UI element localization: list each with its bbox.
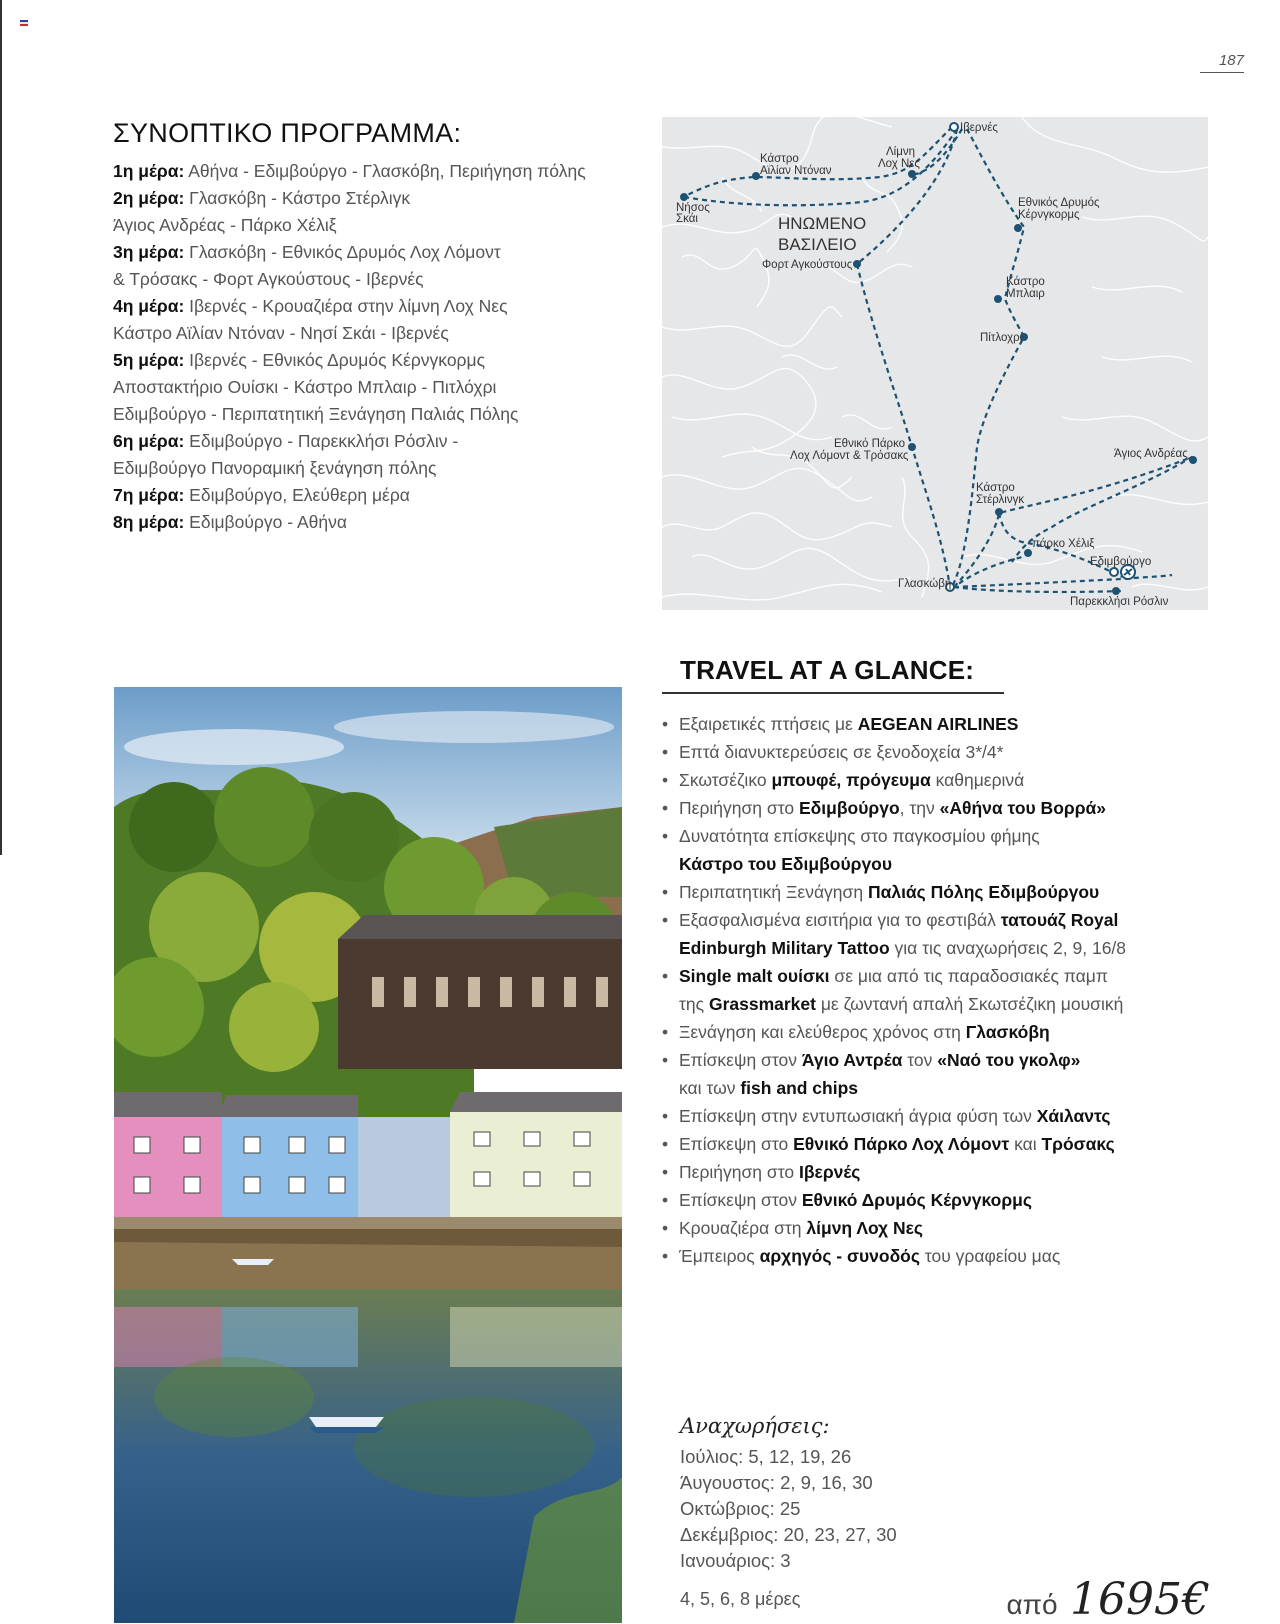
glance-item: [662, 710, 1262, 738]
glance-item: [662, 1186, 1262, 1214]
glance-text: Επίσκεψη στην εντυπωσιακή άγρια φύση των: [679, 1106, 1037, 1126]
program-line: [113, 347, 633, 374]
departure-row: Ιούλιος: 5, 12, 19, 26: [680, 1446, 852, 1467]
price: [1006, 1574, 1210, 1624]
map-label-stirling-1: Κάστρο: [976, 482, 1015, 494]
glance-text: του γραφείου μας: [919, 1246, 1061, 1266]
travel-at-a-glance: [662, 655, 1262, 1270]
program-text: & Τρόσακς - Φορτ Αγκούστους - Ιβερνές: [113, 269, 424, 289]
glance-text: Έμπειρος: [679, 1246, 760, 1266]
glance-item: [662, 1018, 1262, 1046]
glance-text: Επίσκεψη στον: [679, 1190, 802, 1210]
harbour-photo: [114, 687, 622, 1623]
program-text: Ιβερνές - Κρουαζιέρα στην λίμνη Λοχ Νες: [184, 296, 508, 316]
program-line: [113, 239, 633, 266]
program-line: [113, 482, 633, 509]
program-text: Εδιμβούργο, Ελεύθερη μέρα: [184, 485, 410, 505]
glance-highlight: Εθνικό Πάρκο Λοχ Λόμοντ: [793, 1134, 1010, 1154]
left-edge-rule: [0, 0, 2, 855]
glance-highlight: Χάιλαντς: [1036, 1106, 1111, 1126]
glance-item: [662, 1214, 1262, 1242]
glance-text: Επίσκεψη στο: [679, 1134, 794, 1154]
glance-item: [662, 1102, 1262, 1130]
glance-text: της: [679, 994, 709, 1014]
map-contours: [662, 117, 1208, 600]
program-day: 7η μέρα:: [113, 485, 185, 505]
program-text: Εδιμβούργο - Αθήνα: [184, 512, 347, 532]
program-day: 3η μέρα:: [113, 242, 185, 262]
price-prefix: από: [1006, 1589, 1058, 1620]
program-text: Κάστρο Αϊλίαν Ντόναν - Νησί Σκάι - Ιβερνές: [113, 323, 449, 343]
departure-row: Άυγουστος: 2, 9, 16, 30: [680, 1472, 873, 1493]
route-map: [662, 117, 1208, 610]
map-label-fort-augustus: Φορτ Αγκούστους: [762, 259, 853, 271]
glance-text: σε μια από τις παραδοσιακές παμπ: [829, 966, 1108, 986]
program-day: 5η μέρα:: [113, 350, 185, 370]
page-number-rule: [1200, 72, 1244, 73]
glance-highlight: Τρόσακς: [1041, 1134, 1115, 1154]
departures-title: Αναχωρήσεις:: [680, 1414, 830, 1438]
map-label-helix: πάρκο Χέλιξ: [1032, 538, 1095, 550]
program-line: [113, 212, 633, 239]
glance-highlight: Edinburgh Military Tattoo: [679, 938, 890, 958]
map-label-lomond-2: Λοχ Λόμοντ & Τρόσακς: [790, 450, 909, 462]
program-text: Αθήνα - Εδιμβούργο - Γλασκόβη, Περιήγηση πόλης: [184, 161, 586, 181]
glance-item: [662, 766, 1262, 794]
map-label-rosslyn: Παρεκκλήσι Ρόσλιν: [1070, 596, 1169, 608]
glance-text: καθημερινά: [930, 770, 1025, 790]
map-label-loch-ness-2: Λοχ Νες: [878, 158, 920, 170]
program-title: ΣΥΝΟΠΤΙΚΟ ΠΡΟΓΡΑΜΜΑ:: [113, 118, 462, 148]
map-label-pitlochry: Πίτλοχρι: [980, 332, 1023, 344]
glance-highlight: Άγιο Αντρέα: [801, 1050, 903, 1070]
departure-row: Ιανουάριος: 3: [680, 1550, 791, 1571]
glance-text: Περιπατητική Ξενάγηση: [679, 882, 868, 902]
program-text: Άγιος Ανδρέας - Πάρκο Χέλιξ: [113, 215, 337, 235]
glance-highlight: Γλασκόβη: [965, 1022, 1050, 1042]
program-text: Εδιμβούργο - Παρεκκλήσι Ρόσλιν -: [184, 431, 459, 451]
map-label-eilean-2: Αϊλίαν Ντόναν: [760, 165, 832, 177]
glance-item: [662, 878, 1262, 906]
glance-text: Δυνατότητα επίσκεψης στο παγκοσμίου φήμης: [679, 826, 1040, 846]
glance-text: Εξαιρετικές πτήσεις με: [679, 714, 858, 734]
map-label-skye-2: Σκάι: [676, 213, 698, 225]
glance-text: Ξενάγηση και ελεύθερος χρόνος στη: [679, 1022, 966, 1042]
glance-item: [662, 1130, 1262, 1158]
glance-item: [662, 738, 1262, 766]
glance-text: , την: [899, 798, 940, 818]
program-day: 6η μέρα:: [113, 431, 185, 451]
map-country-2: ΒΑΣΙΛΕΙΟ: [778, 235, 857, 254]
map-label-stirling-2: Στέρλινγκ: [976, 494, 1025, 506]
glance-highlight: λίμνη Λοχ Νες: [806, 1218, 924, 1238]
program-lines: [113, 158, 633, 536]
glance-text: Σκωτσέζικο: [679, 770, 772, 790]
program-line: [113, 158, 633, 185]
trip-durations: 4, 5, 6, 8 μέρες: [680, 1589, 801, 1609]
map-country-1: ΗΝΩΜΕΝΟ: [778, 214, 867, 233]
edinburgh-marker: [1110, 568, 1118, 576]
map-label-skye-1: Νήσος: [676, 202, 710, 214]
glance-highlight: Grassmarket: [708, 994, 816, 1014]
glance-list: [662, 710, 1262, 1270]
program-line: [113, 185, 633, 212]
glance-text: Περιήγηση στο: [679, 1162, 799, 1182]
program-day: 8η μέρα:: [113, 512, 185, 532]
glance-highlight: αρχηγός - συνοδός: [759, 1246, 920, 1266]
glance-title: TRAVEL AT A GLANCE:: [680, 655, 975, 685]
glance-text: και των: [679, 1078, 741, 1098]
map-label-edinburgh: Εδιμβούργο: [1090, 556, 1152, 568]
glance-highlight: τατουάζ Royal: [1000, 910, 1119, 930]
glance-item: [662, 962, 1262, 1018]
program-text: Εδιμβούργο Πανοραμική ξενάγηση πόλης: [113, 458, 437, 478]
departures-rows: [680, 1444, 1060, 1574]
program-text: Εδιμβούργο - Περιπατητική Ξενάγηση Παλιάς Πόλης: [113, 404, 519, 424]
glance-title-rule: [662, 692, 1004, 694]
glance-text: Περιήγηση στο: [679, 798, 799, 818]
glance-highlight: Single malt ουίσκι: [679, 966, 830, 986]
program-text: Αποστακτήριο Ουίσκι - Κάστρο Μπλαιρ - Πιτλόχρι: [113, 377, 497, 397]
glance-item: [662, 906, 1262, 962]
price-amount: 1695€: [1070, 1574, 1210, 1624]
glance-item: [662, 1242, 1262, 1270]
program-line: [113, 509, 633, 536]
program-day: 4η μέρα:: [113, 296, 185, 316]
program-day: 2η μέρα:: [113, 188, 185, 208]
page-number: 187: [1218, 52, 1244, 69]
program-section: [113, 118, 633, 536]
glance-item: [662, 1158, 1262, 1186]
program-line: [113, 266, 633, 293]
map-label-glasgow: Γλασκώβη: [898, 578, 952, 590]
program-line: [113, 374, 633, 401]
glance-highlight: Κάστρο του Εδιμβούργου: [679, 854, 893, 874]
program-line: [113, 320, 633, 347]
glance-highlight: Ιβερνές: [798, 1162, 861, 1182]
map-label-st-andrews: Άγιος Ανδρέας: [1114, 448, 1188, 460]
map-label-eilean-1: Κάστρο: [760, 153, 799, 165]
glance-highlight: «Ναό του γκολφ»: [937, 1050, 1081, 1070]
glance-highlight: Παλιάς Πόλης Εδιμβούργου: [867, 882, 1100, 902]
departures: [680, 1414, 1060, 1610]
program-text: Γλασκόβη - Κάστρο Στέρλιγκ: [184, 188, 411, 208]
glance-text: Επίσκεψη στον: [679, 1050, 802, 1070]
glance-text: Επτά διανυκτερεύσεις σε ξενοδοχεία 3*/4*: [679, 742, 1004, 762]
map-label-blair-1: Κάστρο: [1006, 276, 1045, 288]
map-label-cairngorms-2: Κέρνγκορμς: [1018, 209, 1080, 221]
map-label-cairngorms-1: Εθνικός Δρυμός: [1018, 197, 1100, 209]
glance-item: [662, 1046, 1262, 1102]
program-line: [113, 455, 633, 482]
glance-highlight: Εδιμβούργο: [798, 798, 900, 818]
glance-item: [662, 794, 1262, 822]
departure-row: Οκτώβριος: 25: [680, 1498, 801, 1519]
glance-highlight: fish and chips: [740, 1078, 859, 1098]
program-day: 1η μέρα:: [113, 161, 185, 181]
map-label-lomond-1: Εθνικό Πάρκο: [834, 438, 906, 450]
glance-text: για τις αναχωρήσεις 2, 9, 16/8: [889, 938, 1127, 958]
glance-item: [662, 822, 1262, 878]
program-text: Γλασκόβη - Εθνικός Δρυμός Λοχ Λόμοντ: [184, 242, 501, 262]
map-label-inverness: Ιβερνές: [960, 122, 998, 134]
map-label-loch-ness-1: Λίμνη: [886, 146, 916, 158]
program-text: Ιβερνές - Εθνικός Δρυμός Κέρνγκορμς: [184, 350, 486, 370]
glance-text: τον: [902, 1050, 938, 1070]
glance-highlight: μπουφέ, πρόγευμα: [771, 770, 931, 790]
glance-text: Κρουαζιέρα στη: [679, 1218, 807, 1238]
glance-highlight: «Αθήνα του Βορρά»: [939, 798, 1107, 818]
glance-highlight: AEGEAN AIRLINES: [857, 714, 1019, 734]
glance-text: Εξασφαλισμένα εισιτήρια για το φεστιβάλ: [679, 910, 1001, 930]
program-line: [113, 401, 633, 428]
program-line: [113, 293, 633, 320]
map-label-blair-2: Μπλαιρ: [1006, 288, 1045, 300]
flag-icon: [20, 20, 28, 26]
program-line: [113, 428, 633, 455]
inverness-marker: [950, 123, 958, 131]
glance-text: και: [1009, 1134, 1042, 1154]
departure-row: Δεκέμβριος: 20, 23, 27, 30: [680, 1524, 897, 1545]
glance-highlight: Εθνικό Δρυμός Κέρνγκορμς: [801, 1190, 1032, 1210]
glance-text: με ζωντανή απαλή Σκωτσέζικη μουσική: [815, 994, 1124, 1014]
